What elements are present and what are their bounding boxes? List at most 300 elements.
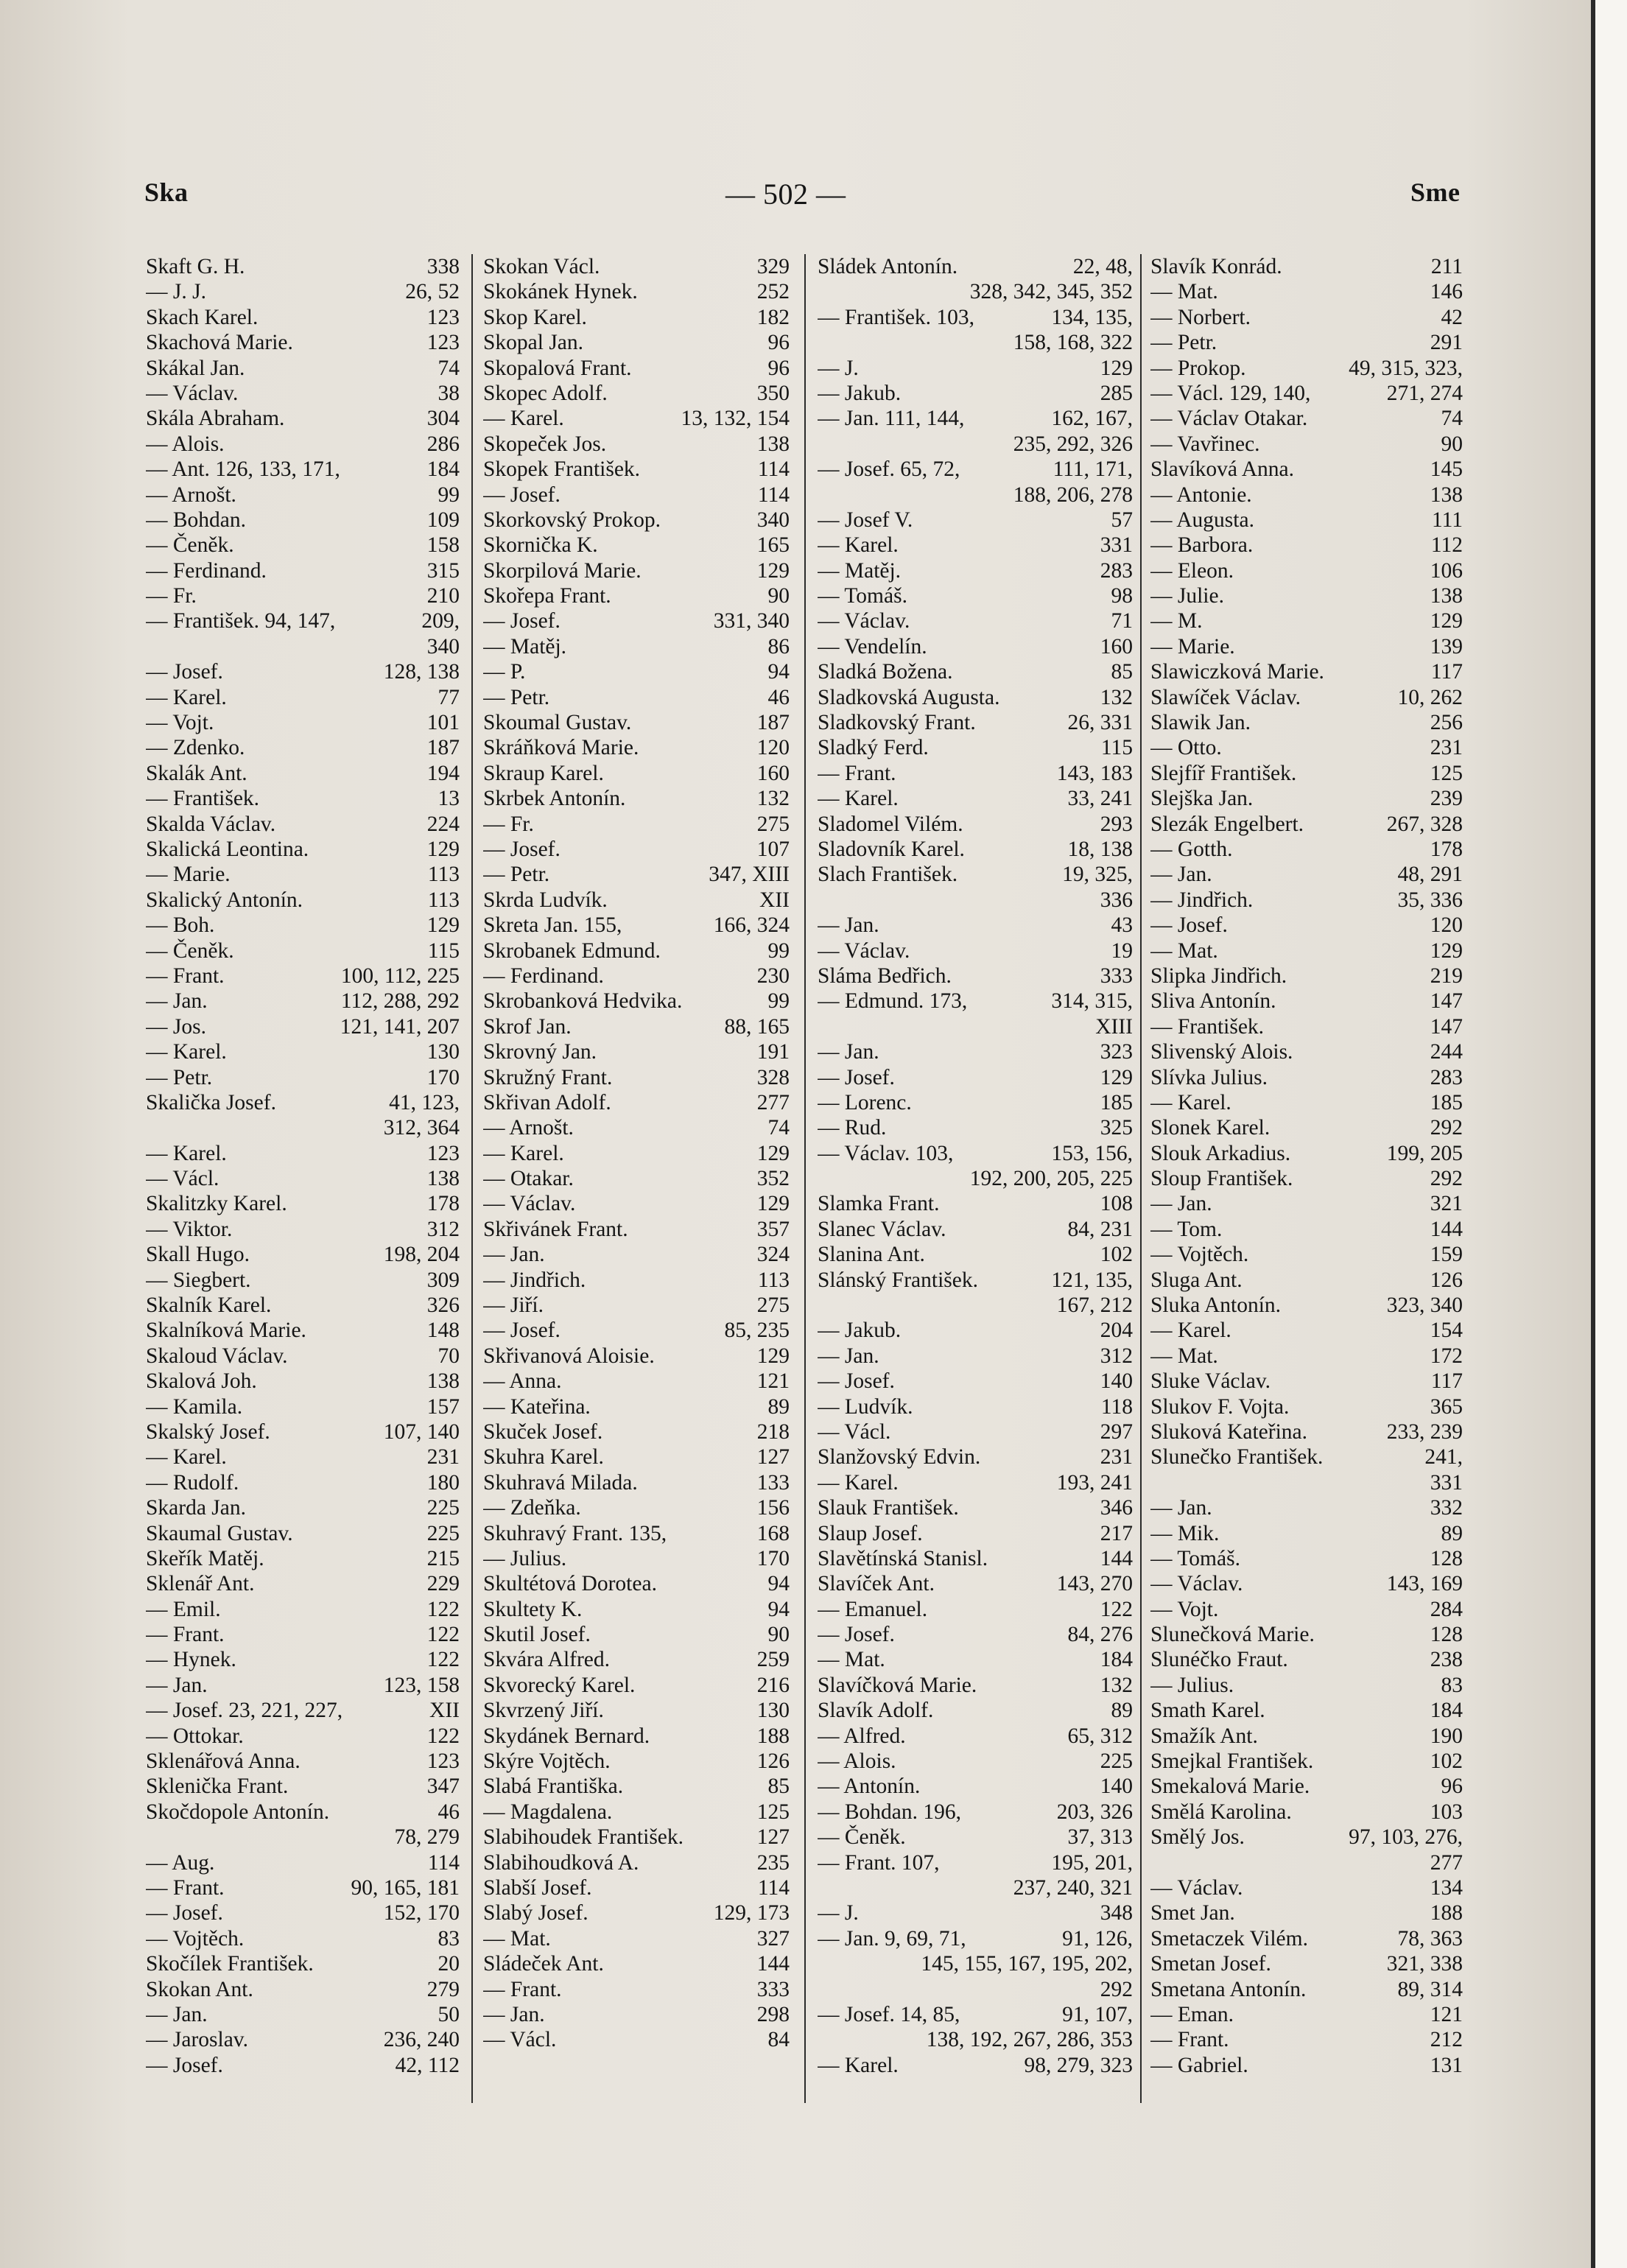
index-entry bbox=[483, 1749, 790, 1774]
entry-name: Smělá Karolina. bbox=[1150, 1800, 1292, 1824]
entry-name: Skall Hugo. bbox=[146, 1243, 250, 1267]
entry-name: — Jakub. bbox=[818, 1319, 902, 1343]
entry-name: Skaloud Václav. bbox=[146, 1344, 288, 1368]
entry-pages: 204 bbox=[1100, 1319, 1133, 1343]
entry-name: Skeřík Matěj. bbox=[146, 1546, 264, 1570]
entry-name: — Mat. bbox=[1150, 1344, 1218, 1368]
index-entry bbox=[146, 888, 460, 913]
entry-name: Slauk František. bbox=[818, 1496, 959, 1520]
index-entry bbox=[1150, 1394, 1463, 1419]
index-entry bbox=[146, 989, 460, 1014]
entry-name: Smejkal František. bbox=[1150, 1749, 1314, 1774]
entry-pages: 129 bbox=[756, 1344, 790, 1368]
entry-name: Smažík Ant. bbox=[1150, 1724, 1258, 1748]
entry-name: — Eleon. bbox=[1150, 558, 1234, 583]
entry-pages: 84, 231 bbox=[1067, 1217, 1133, 1241]
index-column-1 bbox=[146, 254, 460, 2103]
index-entry bbox=[1150, 1090, 1463, 1115]
index-entry bbox=[1150, 1344, 1463, 1369]
index-entry bbox=[818, 735, 1133, 760]
index-entry bbox=[818, 305, 1133, 330]
entry-name: — Petr. bbox=[1150, 331, 1217, 355]
entry-pages: 107 bbox=[756, 837, 790, 861]
index-entry bbox=[146, 862, 460, 887]
entry-name: Skaumal Gustav. bbox=[146, 1521, 293, 1545]
entry-pages: 138 bbox=[426, 1369, 460, 1394]
entry-pages: 180 bbox=[426, 1470, 460, 1495]
entry-name: Slonek Karel. bbox=[1150, 1116, 1271, 1140]
index-entry bbox=[1150, 1900, 1463, 1925]
entry-pages: 143, 183 bbox=[1056, 761, 1133, 785]
index-entry bbox=[818, 1268, 1133, 1293]
index-entry bbox=[818, 786, 1133, 811]
entry-name: — Ottokar. bbox=[146, 1724, 244, 1748]
entry-name: Slavíčková Marie. bbox=[818, 1673, 977, 1697]
entry-pages: 304 bbox=[426, 407, 460, 431]
entry-pages: 331 bbox=[1100, 533, 1133, 558]
entry-pages: 37, 313 bbox=[1067, 1825, 1133, 1850]
entry-name: — Karel. bbox=[818, 787, 899, 811]
entry-name: Sluka Antonín. bbox=[1150, 1293, 1282, 1318]
index-entry bbox=[1150, 1318, 1463, 1343]
entry-name: — Eman. bbox=[1150, 2002, 1234, 2026]
index-entry bbox=[1150, 1800, 1463, 1825]
entry-pages: 90 bbox=[767, 1623, 790, 1647]
index-entry bbox=[146, 2002, 460, 2027]
index-entry bbox=[1150, 279, 1463, 304]
entry-pages: 131 bbox=[1430, 2053, 1463, 2077]
index-entry bbox=[818, 1647, 1133, 1672]
index-entry bbox=[1150, 533, 1463, 558]
entry-pages: 114 bbox=[757, 457, 790, 482]
index-entry bbox=[483, 837, 790, 862]
index-entry bbox=[146, 279, 460, 304]
entry-name: — M. bbox=[1150, 609, 1203, 633]
entry-name: — Frant. 107, bbox=[818, 1850, 940, 1875]
index-entry bbox=[483, 1394, 790, 1419]
index-entry bbox=[818, 356, 1133, 381]
index-entry bbox=[483, 1977, 790, 2002]
entry-name: — Arnošt. bbox=[483, 1116, 574, 1140]
entry-pages: 117 bbox=[1430, 1369, 1463, 1394]
entry-name: — Karel. bbox=[146, 1040, 227, 1064]
index-entry bbox=[146, 1444, 460, 1470]
entry-pages: 215 bbox=[426, 1546, 460, 1570]
entry-pages: 106 bbox=[1430, 558, 1463, 583]
entry-name: Slukov F. Vojta. bbox=[1150, 1394, 1290, 1419]
entry-name: Skrof Jan. bbox=[483, 1014, 572, 1039]
entry-name: Slavíková Anna. bbox=[1150, 457, 1295, 482]
index-entry bbox=[483, 1217, 790, 1242]
entry-pages: 219 bbox=[1430, 963, 1463, 988]
index-entry bbox=[146, 786, 460, 811]
entry-name: — Alois. bbox=[818, 1749, 896, 1774]
entry-pages: 127 bbox=[756, 1825, 790, 1850]
entry-name: Skalník Karel. bbox=[146, 1293, 272, 1318]
index-entry bbox=[818, 1444, 1133, 1470]
index-entry bbox=[146, 305, 460, 330]
entry-name: Smetaczek Vilém. bbox=[1150, 1926, 1308, 1951]
index-entry bbox=[1150, 1217, 1463, 1242]
entry-name: — Václav Otakar. bbox=[1150, 407, 1308, 431]
entry-name: Slavík Konrád. bbox=[1150, 255, 1282, 278]
entry-pages: 113 bbox=[427, 863, 460, 887]
index-entry bbox=[483, 659, 790, 684]
entry-pages: 346 bbox=[1100, 1496, 1133, 1520]
entry-name: — Josef. bbox=[483, 1319, 561, 1343]
entry-name: — Petr. bbox=[483, 863, 550, 887]
entry-name: Sklenářová Anna. bbox=[146, 1749, 301, 1774]
entry-pages: 118 bbox=[1100, 1394, 1133, 1419]
entry-pages: 315 bbox=[426, 558, 460, 583]
index-entry bbox=[146, 583, 460, 608]
entry-name: — Václ. 129, 140, bbox=[1150, 381, 1311, 405]
entry-name: Smekalová Marie. bbox=[1150, 1774, 1310, 1799]
entry-name: Skultety K. bbox=[483, 1597, 583, 1621]
index-entry bbox=[1150, 356, 1463, 381]
page-number: — 502 — bbox=[725, 178, 846, 211]
index-entry bbox=[818, 1344, 1133, 1369]
entry-name: Slabší Josef. bbox=[483, 1876, 592, 1900]
index-entry bbox=[483, 1014, 790, 1039]
index-entry bbox=[1150, 659, 1463, 684]
entry-pages: 98, 279, 323 bbox=[1024, 2053, 1133, 2077]
index-entry bbox=[483, 1318, 790, 1343]
entry-name: — Arnošt. bbox=[146, 482, 236, 507]
index-entry bbox=[1150, 1875, 1463, 1900]
entry-pages: 231 bbox=[426, 1445, 460, 1470]
entry-name: Skočílek František. bbox=[146, 1952, 314, 1976]
entry-name: — Jos. bbox=[146, 1014, 206, 1039]
index-entry bbox=[818, 913, 1133, 938]
entry-pages: 91, 107, bbox=[1062, 2002, 1133, 2026]
entry-pages: 101 bbox=[426, 711, 460, 735]
entry-pages: 153, 156, bbox=[1051, 1141, 1133, 1165]
entry-name: Skřivan Adolf. bbox=[483, 1090, 611, 1114]
index-entry bbox=[483, 381, 790, 406]
index-entry bbox=[1150, 1521, 1463, 1546]
entry-pages: 109 bbox=[426, 508, 460, 532]
index-entry bbox=[818, 1318, 1133, 1343]
entry-name: — Mat. bbox=[483, 1926, 551, 1951]
entry-name: — Norbert. bbox=[1150, 305, 1251, 329]
index-entry bbox=[1150, 837, 1463, 862]
entry-name: — Vavřinec. bbox=[1150, 432, 1260, 456]
entry-pages: 191 bbox=[756, 1040, 790, 1064]
index-entry bbox=[146, 482, 460, 508]
entry-pages: 312 bbox=[1100, 1344, 1133, 1368]
entry-name: Sládek Antonín. bbox=[818, 255, 958, 278]
entry-name: — Jan. bbox=[818, 913, 879, 938]
entry-pages: 20 bbox=[438, 1952, 460, 1976]
entry-pages: 168 bbox=[756, 1521, 790, 1545]
column-divider bbox=[471, 254, 473, 2103]
index-entry bbox=[818, 837, 1133, 862]
entry-pages: 347 bbox=[426, 1774, 460, 1799]
index-entry bbox=[1150, 2002, 1463, 2027]
index-entry bbox=[818, 1394, 1133, 1419]
entry-pages: 238 bbox=[1430, 1648, 1463, 1672]
index-entry bbox=[818, 1977, 1133, 2002]
index-entry bbox=[1150, 1622, 1463, 1647]
entry-pages: 49, 315, 323, bbox=[1349, 356, 1463, 380]
index-entry bbox=[146, 457, 460, 482]
entry-pages: 140 bbox=[1100, 1369, 1133, 1394]
index-entry bbox=[146, 1977, 460, 2002]
index-entry bbox=[483, 1825, 790, 1850]
index-entry bbox=[483, 1521, 790, 1546]
index-entry bbox=[818, 963, 1133, 989]
entry-name: Sládeček Ant. bbox=[483, 1952, 604, 1976]
entry-name: — Václ. bbox=[483, 2028, 557, 2052]
entry-pages: 209, bbox=[421, 609, 460, 633]
entry-pages: 121, 135, bbox=[1051, 1268, 1133, 1292]
entry-pages: 120 bbox=[1430, 913, 1463, 938]
entry-name: — Julie. bbox=[1150, 584, 1224, 608]
entry-pages: 19, 325, bbox=[1062, 863, 1133, 887]
entry-pages: 312 bbox=[426, 1217, 460, 1241]
index-entry bbox=[818, 1800, 1133, 1825]
index-entry bbox=[146, 1090, 460, 1115]
entry-pages: 114 bbox=[757, 482, 790, 507]
entry-name: — Jan. bbox=[146, 989, 208, 1014]
entry-name: — Václav. bbox=[1150, 1876, 1243, 1900]
entry-name: — Vojt. bbox=[146, 711, 214, 735]
entry-name: Skrbek Antonín. bbox=[483, 787, 626, 811]
index-entry bbox=[1150, 1293, 1463, 1318]
entry-name: — J. bbox=[818, 1901, 859, 1925]
index-entry bbox=[818, 381, 1133, 406]
entry-pages: 99 bbox=[767, 938, 790, 963]
index-entry bbox=[818, 406, 1133, 431]
index-entry bbox=[1150, 1242, 1463, 1267]
entry-name: Slawíček Václav. bbox=[1150, 685, 1301, 709]
entry-pages: 86 bbox=[767, 634, 790, 659]
index-entry bbox=[818, 1571, 1133, 1596]
entry-name: — Frant. bbox=[146, 1876, 225, 1900]
index-entry bbox=[483, 1900, 790, 1925]
entry-name: — Václav. bbox=[818, 938, 910, 963]
running-head-left: Ska bbox=[144, 178, 189, 207]
entry-name: — Jaroslav. bbox=[146, 2028, 249, 2052]
entry-pages: 112, 288, 292 bbox=[340, 989, 460, 1014]
entry-name: — Vendelín. bbox=[818, 634, 927, 659]
entry-pages: 129 bbox=[756, 558, 790, 583]
entry-pages: 74 bbox=[1441, 407, 1463, 431]
index-entry bbox=[818, 1926, 1133, 1951]
index-entry bbox=[818, 1369, 1133, 1394]
entry-name: — Frant. bbox=[818, 761, 896, 785]
index-entry bbox=[483, 1065, 790, 1090]
entry-pages: 122 bbox=[1100, 1597, 1133, 1621]
entry-pages: 244 bbox=[1430, 1040, 1463, 1064]
entry-pages: 22, 48, bbox=[1072, 255, 1133, 278]
index-entry bbox=[1150, 786, 1463, 811]
entry-name: Sladovník Karel. bbox=[818, 837, 965, 861]
entry-pages: 259 bbox=[756, 1648, 790, 1672]
entry-name: — Bohdan. 196, bbox=[818, 1800, 962, 1824]
index-entry bbox=[1150, 685, 1463, 710]
entry-name: Slavětínská Stanisl. bbox=[818, 1546, 988, 1570]
entry-name: — Josef. bbox=[1150, 913, 1228, 938]
index-entry bbox=[818, 1115, 1133, 1140]
index-entry bbox=[146, 1268, 460, 1293]
index-entry bbox=[146, 1369, 460, 1394]
entry-pages: 198, 204 bbox=[383, 1243, 460, 1267]
entry-pages: 77 bbox=[438, 685, 460, 709]
entry-name: — Alois. bbox=[146, 432, 225, 456]
entry-pages: 138 bbox=[1430, 482, 1463, 507]
index-entry bbox=[483, 432, 790, 457]
index-entry bbox=[483, 508, 790, 533]
index-entry bbox=[818, 1495, 1133, 1520]
entry-pages: 309 bbox=[426, 1268, 460, 1292]
index-entry bbox=[146, 608, 460, 633]
entry-name: Skvorecký Karel. bbox=[483, 1673, 636, 1697]
entry-name: Skopek František. bbox=[483, 457, 641, 482]
index-entry bbox=[483, 634, 790, 659]
entry-pages: 152, 170 bbox=[383, 1901, 460, 1925]
entry-name: — Antonín. bbox=[818, 1774, 921, 1799]
entry-pages: 241, bbox=[1424, 1445, 1463, 1470]
entry-name: Sladká Božena. bbox=[818, 660, 953, 684]
entry-pages: 236, 240 bbox=[383, 2028, 460, 2052]
entry-pages: 216 bbox=[756, 1673, 790, 1697]
entry-name: Skorpilová Marie. bbox=[483, 558, 642, 583]
index-entry bbox=[146, 1800, 460, 1825]
entry-pages: 125 bbox=[1430, 761, 1463, 785]
entry-name: Slunéčko Fraut. bbox=[1150, 1648, 1288, 1672]
entry-name: — Josef. bbox=[483, 609, 561, 633]
entry-name: Sklenička Frant. bbox=[146, 1774, 289, 1799]
entry-pages: 84 bbox=[767, 2028, 790, 2052]
entry-pages: 285 bbox=[1100, 381, 1133, 405]
entry-pages: 199, 205 bbox=[1386, 1141, 1463, 1165]
index-entry bbox=[818, 1419, 1133, 1444]
entry-name: — Josef. 65, 72, bbox=[818, 457, 960, 482]
index-entry bbox=[146, 432, 460, 457]
entry-pages: 102 bbox=[1430, 1749, 1463, 1774]
entry-name: — Josef. 14, 85, bbox=[818, 2002, 960, 2026]
entry-pages: 293 bbox=[1100, 812, 1133, 836]
index-entry bbox=[818, 1774, 1133, 1799]
index-entry bbox=[483, 305, 790, 330]
entry-pages: 122 bbox=[426, 1648, 460, 1672]
entry-name: — Tomáš. bbox=[1150, 1546, 1240, 1570]
index-entry bbox=[1150, 913, 1463, 938]
entry-pages: 102 bbox=[1100, 1243, 1133, 1267]
entry-name: Slivenský Alois. bbox=[1150, 1040, 1293, 1064]
index-entry bbox=[146, 2053, 460, 2078]
entry-pages: 256 bbox=[1430, 711, 1463, 735]
entry-pages: 329 bbox=[756, 255, 790, 278]
entry-name: Skuhra Karel. bbox=[483, 1445, 604, 1470]
entry-pages: 357 bbox=[756, 1217, 790, 1241]
entry-name: Skočdopole Antonín. bbox=[146, 1800, 330, 1824]
entry-name: — Jan. bbox=[146, 2002, 208, 2026]
entry-pages: 328 bbox=[756, 1065, 790, 1089]
entry-name: Slipka Jindřich. bbox=[1150, 963, 1287, 988]
entry-pages: 203, 326 bbox=[1056, 1800, 1133, 1824]
entry-pages: 182 bbox=[756, 305, 790, 329]
entry-pages: 78, 363 bbox=[1397, 1926, 1463, 1951]
index-entry bbox=[483, 1166, 790, 1191]
entry-pages: 284 bbox=[1430, 1597, 1463, 1621]
index-entry bbox=[818, 862, 1133, 887]
entry-pages: 133 bbox=[756, 1470, 790, 1495]
entry-pages: 297 bbox=[1100, 1419, 1133, 1444]
entry-name: — Ferdinand. bbox=[146, 558, 267, 583]
column-divider bbox=[1140, 254, 1142, 2103]
entry-name: Smet Jan. bbox=[1150, 1901, 1235, 1925]
index-entry bbox=[146, 1014, 460, 1039]
index-entry bbox=[1150, 457, 1463, 482]
entry-name: Slabihoudková A. bbox=[483, 1850, 639, 1875]
entry-pages: 147 bbox=[1430, 989, 1463, 1014]
index-entry bbox=[1150, 558, 1463, 583]
index-entry bbox=[1150, 1825, 1463, 1850]
index-entry bbox=[818, 1900, 1133, 1925]
entry-pages: 286 bbox=[426, 432, 460, 456]
entry-pages: 111, 171, bbox=[1053, 457, 1133, 482]
entry-name: Skála Abraham. bbox=[146, 407, 285, 431]
index-entry bbox=[818, 1546, 1133, 1571]
column-divider bbox=[804, 254, 806, 2103]
entry-pages: 327 bbox=[756, 1926, 790, 1951]
index-entry bbox=[146, 356, 460, 381]
entry-pages: 13, 132, 154 bbox=[681, 407, 790, 431]
entry-name: — Jan. 111, 144, bbox=[818, 407, 965, 431]
index-entry bbox=[483, 1597, 790, 1622]
index-entry bbox=[483, 254, 790, 279]
entry-name: — Karel. bbox=[818, 1470, 899, 1495]
index-entry bbox=[818, 1242, 1133, 1267]
entry-name: — František. bbox=[1150, 1014, 1265, 1039]
entry-name: Skopalová Frant. bbox=[483, 356, 632, 380]
entry-name: Slabihoudek František. bbox=[483, 1825, 684, 1850]
entry-name: Slavíček Ant. bbox=[818, 1572, 935, 1596]
entry-pages: 117 bbox=[1430, 660, 1463, 684]
entry-name: — Čeněk. bbox=[146, 533, 234, 558]
entry-pages: 323 bbox=[1100, 1040, 1133, 1064]
index-entry bbox=[1150, 2053, 1463, 2078]
index-entry bbox=[818, 2002, 1133, 2027]
entry-name: Sladomel Vilém. bbox=[818, 812, 963, 836]
entry-pages: 184 bbox=[1430, 1699, 1463, 1723]
index-entry bbox=[818, 761, 1133, 786]
entry-pages: 74 bbox=[438, 356, 460, 380]
entry-pages: 107, 140 bbox=[383, 1419, 460, 1444]
index-entry bbox=[1150, 1268, 1463, 1293]
index-entry bbox=[1150, 761, 1463, 786]
index-entry bbox=[818, 634, 1133, 659]
entry-name: — Čeněk. bbox=[146, 938, 234, 963]
index-entry bbox=[818, 1065, 1133, 1090]
index-entry bbox=[1150, 1774, 1463, 1799]
entry-name: Slejfíř František. bbox=[1150, 761, 1297, 785]
entry-name: Slouk Arkadius. bbox=[1150, 1141, 1291, 1165]
index-entry bbox=[818, 1622, 1133, 1647]
index-entry bbox=[1150, 1571, 1463, 1596]
entry-pages: 184 bbox=[1100, 1648, 1133, 1672]
entry-pages: 190 bbox=[1430, 1724, 1463, 1748]
entry-name: Smath Karel. bbox=[1150, 1699, 1265, 1723]
entry-continuation: 340 bbox=[426, 634, 460, 659]
entry-name: — Lorenc. bbox=[818, 1090, 912, 1114]
entry-name: Sladkovská Augusta. bbox=[818, 685, 1000, 709]
entry-name: — Jan. bbox=[1150, 1192, 1212, 1216]
index-entry bbox=[818, 685, 1133, 710]
